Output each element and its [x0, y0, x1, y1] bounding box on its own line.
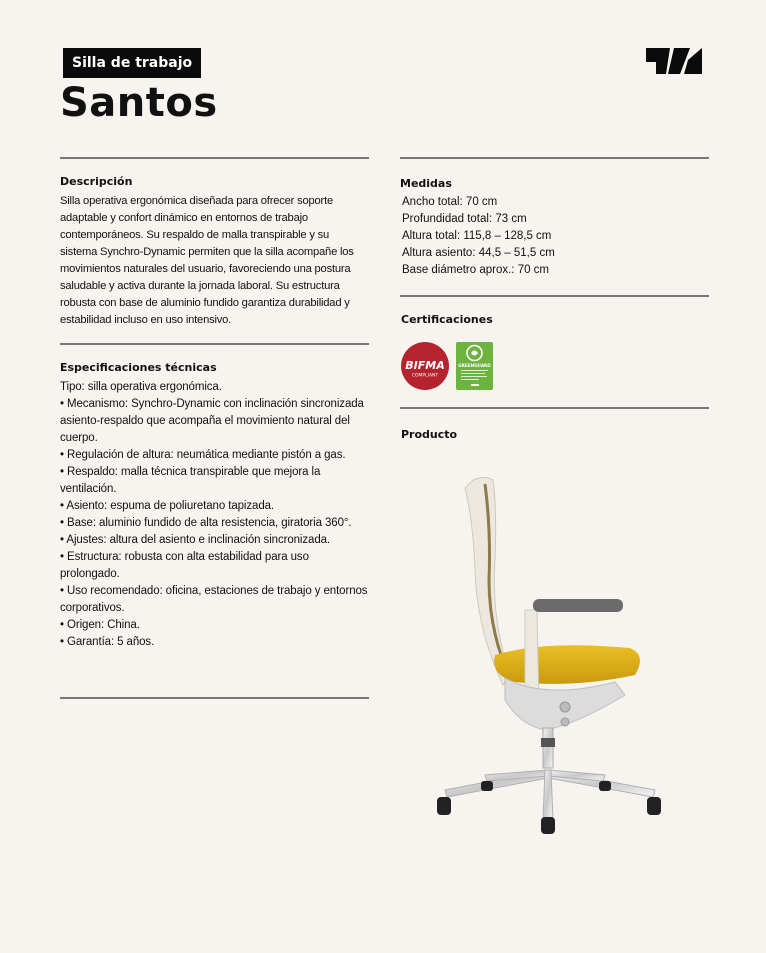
measure-item: Base diámetro aprox.: 70 cm	[402, 264, 550, 276]
spec-item: • Asiento: espuma de poliuretano tapizada.	[60, 500, 275, 512]
spec-item: • Uso recomendado: oficina, estaciones de trabajo y entornos corporativos.	[60, 585, 368, 614]
measure-item: Ancho total: 70 cm	[402, 196, 498, 208]
measures-heading: Medidas	[400, 177, 452, 190]
description-text: Silla operativa ergonómica diseñada para ofrecer soporte adaptable y confort dinámico en entornos de trabajo contemporáneos. Su respaldo de malla transpirable y su sistema Synchro-Dynamic permiten que la silla acompañe los movimientos naturales del usuario, favoreciendo una postura saludable y activa durante la jornada laboral. Su estructura robusta con base de aluminio fundido garantiza durabilidad y estabilidad incluso en uso intensivo.	[60, 195, 354, 326]
measure-item: Altura asiento: 44,5 – 51,5 cm	[402, 247, 555, 259]
certifications-heading: Certificaciones	[401, 313, 493, 326]
spec-item: Tipo: silla operativa ergonómica.	[60, 381, 222, 393]
description-heading: Descripción	[60, 175, 133, 188]
bifma-badge-icon	[401, 342, 449, 390]
category-tag: Silla de trabajo	[63, 48, 201, 78]
spec-item: • Origen: China.	[60, 619, 140, 631]
spec-item: • Mecanismo: Synchro-Dynamic con inclinación sincronizada asiento-respaldo que acompaña el movimiento natural del cuerpo.	[60, 398, 364, 444]
spec-item: • Garantía: 5 años.	[60, 636, 155, 648]
bifma-label: BIFMA	[405, 359, 445, 372]
divider	[60, 157, 369, 159]
brand-logo-icon	[646, 48, 702, 74]
spec-item: • Ajustes: altura del asiento e inclinación sincronizada.	[60, 534, 331, 546]
measure-item: Profundidad total: 73 cm	[402, 213, 527, 225]
spec-item: • Regulación de altura: neumática mediante pistón a gas.	[60, 449, 346, 461]
greenguard-label: GREENGUARD	[458, 363, 491, 368]
measures-list	[402, 194, 555, 279]
spec-item: • Respaldo: malla técnica transpirable que mejora la ventilación.	[60, 466, 321, 495]
measure-item: Altura total: 115,8 – 128,5 cm	[402, 230, 552, 242]
office-chair-image	[425, 470, 675, 845]
divider	[60, 343, 369, 345]
divider	[400, 157, 709, 159]
greenguard-badge-icon	[456, 342, 493, 390]
spec-item: • Base: aluminio fundido de alta resistencia, giratoria 360°.	[60, 517, 352, 529]
product-title: Santos	[60, 80, 218, 126]
bifma-sublabel: COMPLIANT	[411, 373, 439, 379]
certification-badges	[401, 341, 501, 393]
specs-list	[60, 379, 370, 651]
product-heading: Producto	[401, 428, 458, 441]
divider	[400, 295, 709, 297]
divider	[60, 697, 369, 699]
spec-item: • Estructura: robusta con alta estabilidad para uso prolongado.	[60, 551, 309, 580]
divider	[400, 407, 709, 409]
specs-heading: Especificaciones técnicas	[60, 361, 217, 374]
